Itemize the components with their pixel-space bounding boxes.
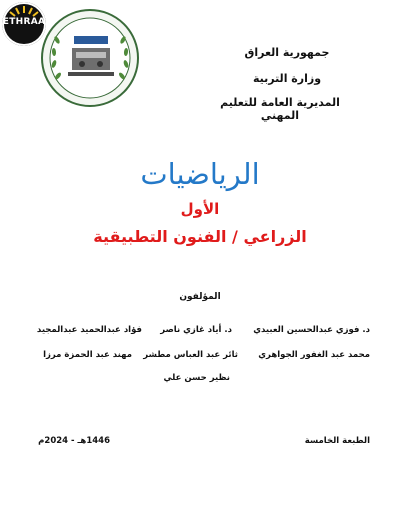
author-name: ثائر عبد العباس مطشر bbox=[143, 350, 238, 360]
author-name: نظير حسن علي bbox=[163, 373, 230, 383]
author-name: محمد عبد الغفور الجواهري bbox=[258, 350, 370, 360]
logo-text: ETHRAA bbox=[2, 17, 46, 27]
ministry-emblem-icon bbox=[38, 6, 143, 111]
header-republic: جمهورية العراق bbox=[244, 46, 330, 59]
author-name: د. فوزي عبدالحسين العبيدي bbox=[253, 325, 370, 335]
author-name: د. أياد غازي ناصر bbox=[160, 325, 232, 335]
subject-title: الرياضيات bbox=[140, 157, 260, 191]
authors-heading: المؤلفون bbox=[179, 292, 221, 302]
author-name: مهند عبد الحمزة مرزا bbox=[43, 350, 132, 360]
branch-title: الزراعي / الفنون التطبيقية bbox=[93, 227, 307, 246]
edition-year: 1446هـ - 2024م bbox=[38, 436, 110, 446]
edition-label: الطبعة الخامسة bbox=[304, 436, 370, 446]
header-directorate: المديرية العامة للتعليم المهني bbox=[220, 96, 340, 122]
header-ministry: وزارة التربية bbox=[252, 72, 322, 85]
author-name: فؤاد عبدالحميد عبدالمجيد bbox=[36, 325, 142, 335]
grade-title: الأول bbox=[180, 200, 220, 218]
